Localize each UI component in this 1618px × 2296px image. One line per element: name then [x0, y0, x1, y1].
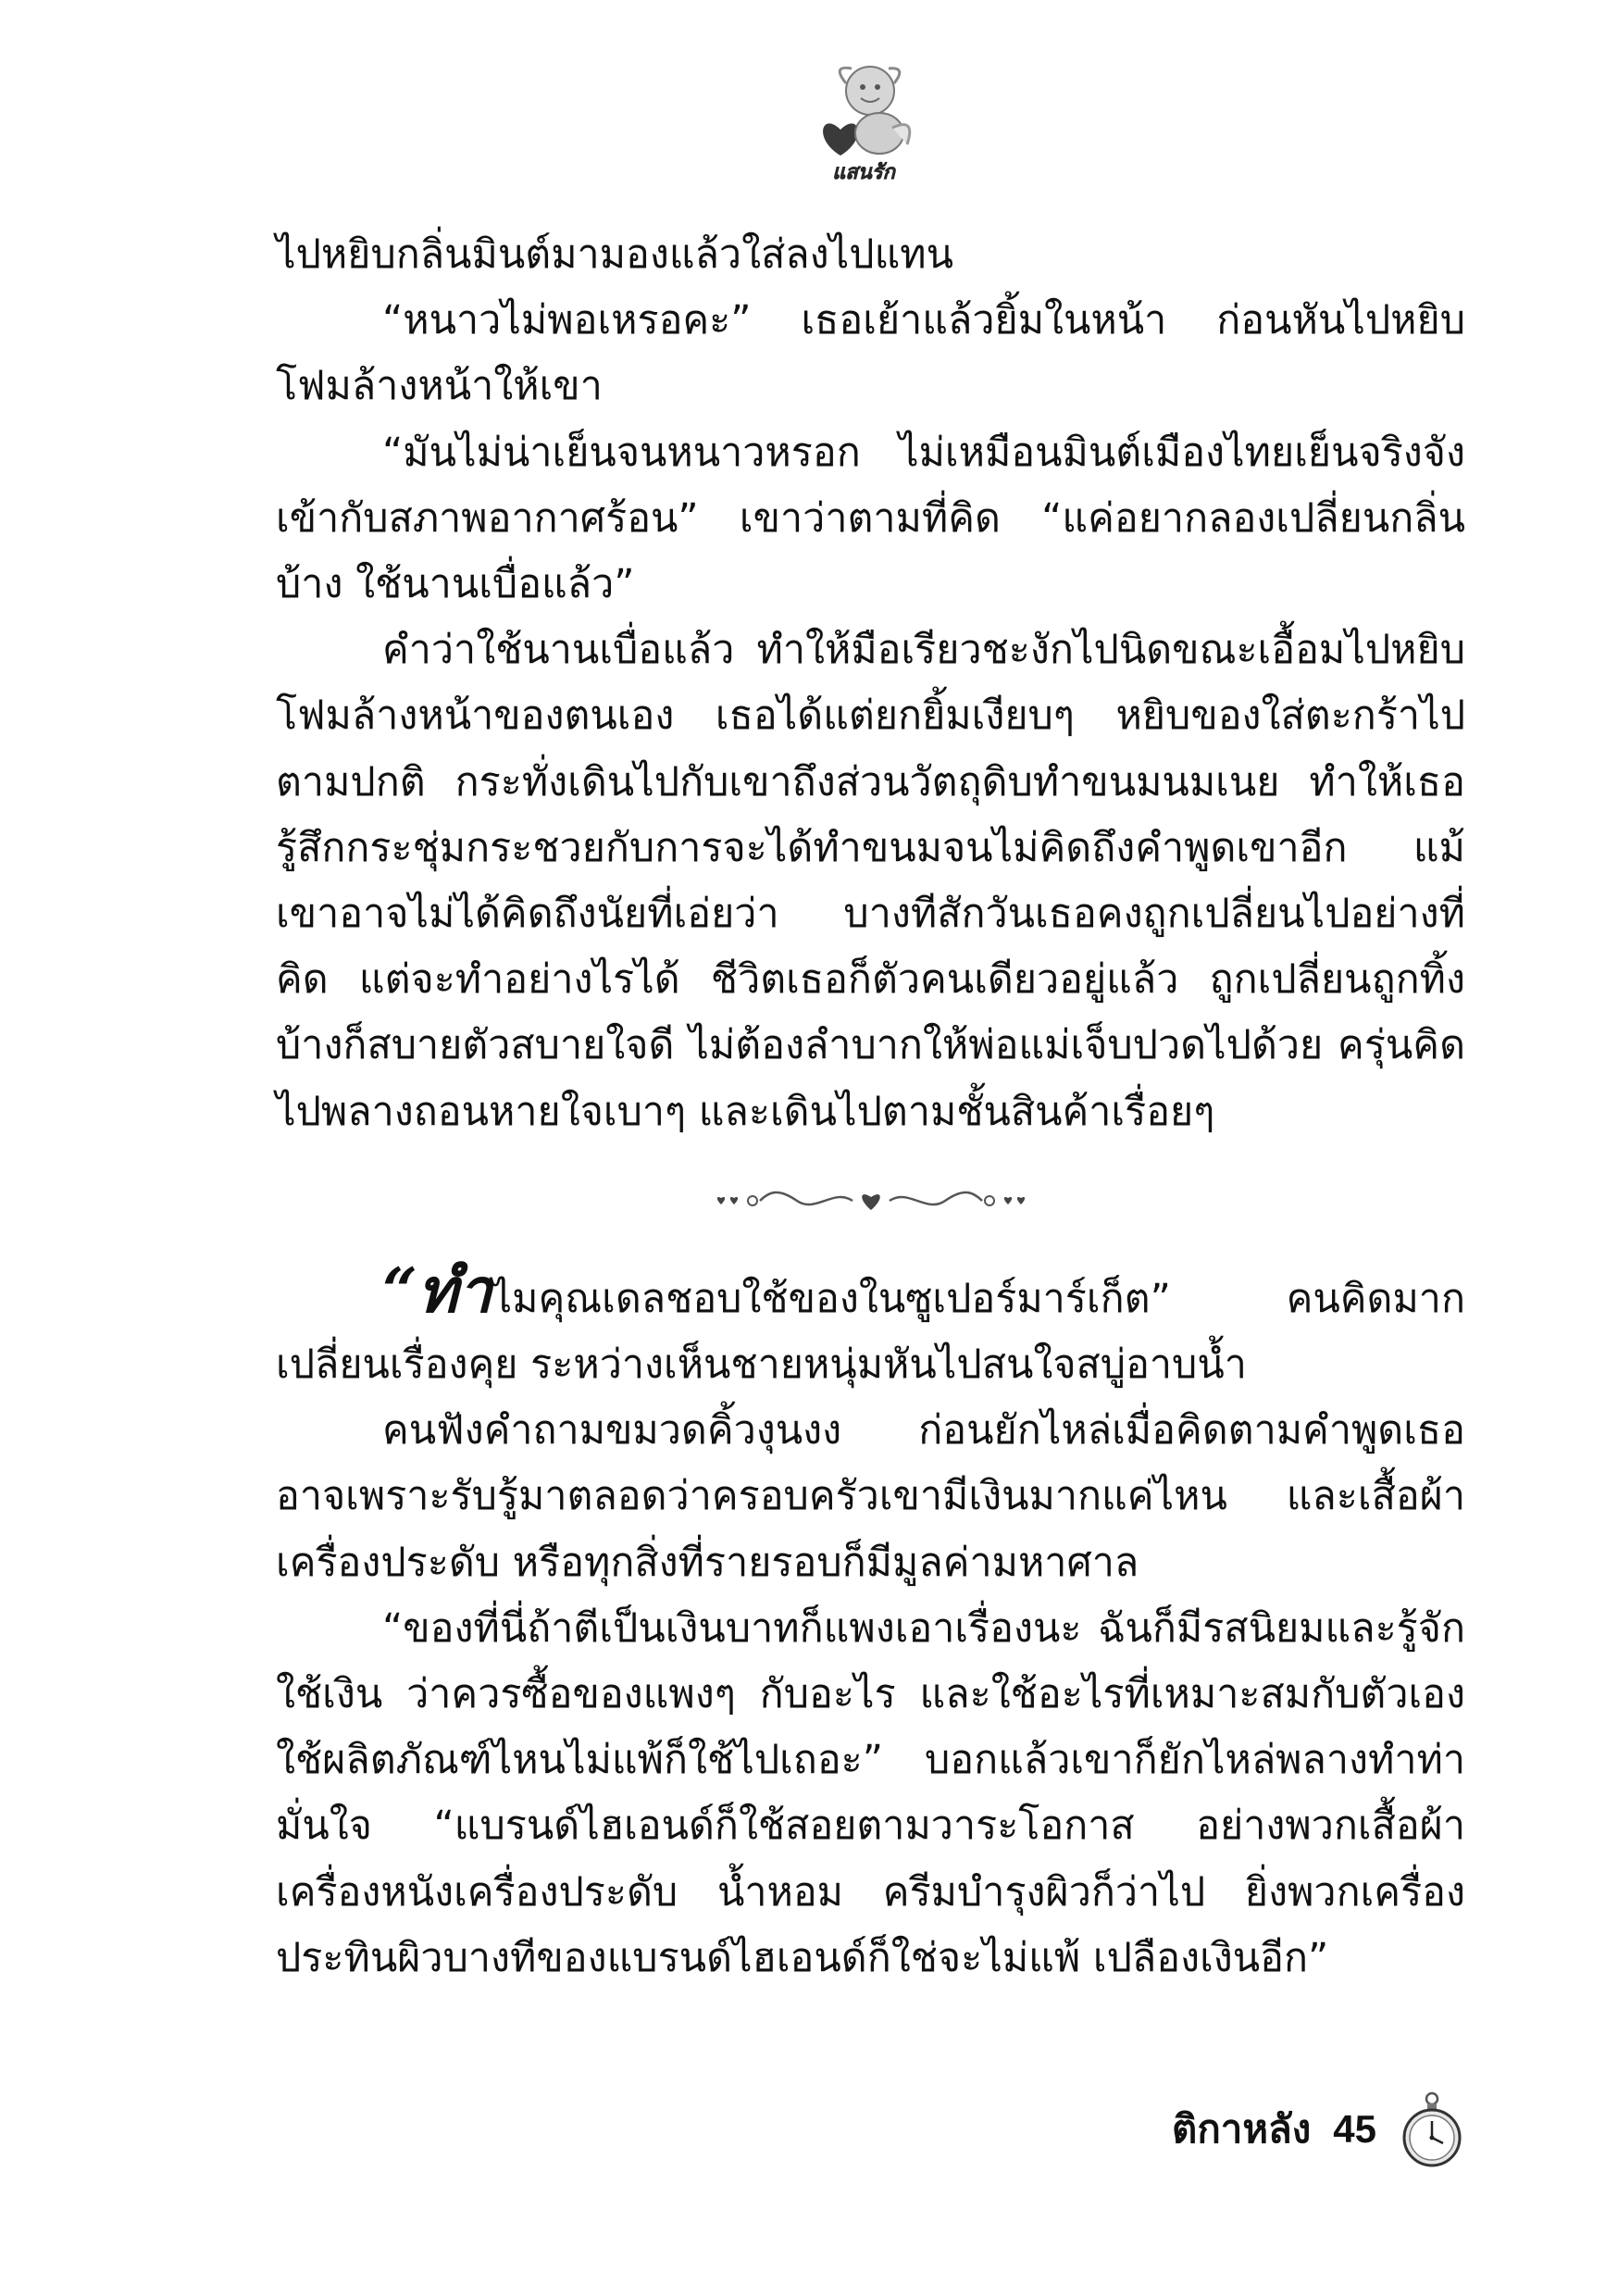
page-number: 45 — [1333, 2107, 1376, 2151]
logo-wordmark: แสนรัก — [832, 161, 895, 184]
paragraph: คำว่าใช้นานเบื่อแล้ว ทำให้มือเรียวชะงักไปนิดขณะเอื้อมไปหยิบโฟมล้างหน้าของตนเอง เธอได้แต่ยกยิ้มเงียบๆ หยิบของใส่ตะกร้าไปตามปกติ กระทั่งเดินไปกับเขาถึงส่วนวัตถุดิบทำขนมนมเนย ทำให้เธอรู้สึกกระชุ่มกระชวยกับการจะได้ทำขนมจนไม่คิดถึงคำพูดเขาอีก แม้เขาอาจไม่ได้คิดถึงนัยที่เอ่ยว่า บางทีสักวันเธอคงถูกเปลี่ยนไปอย่างที่คิด แต่จะทำอย่างไรได้ ชีวิตเธอก็ตัวคนเดียวอยู่แล้ว ถูกเปลี่ยนถูกทิ้งบ้างก็สบายตัวสบายใจดี ไม่ต้องลำบากให้พ่อแม่เจ็บปวดไปด้วย ครุ่นคิดไปพลางถอนหายใจเบาๆ และเดินไปตามชั้นสินค้าเรื่อยๆ — [276, 627, 1465, 1135]
paragraph: “หนาวไม่พอเหรอคะ” เธอเย้าแล้วยิ้มในหน้า ก่อนหันไปหยิบโฟมล้างหน้าให้เขา — [276, 297, 1465, 410]
paragraph: ไปหยิบกลิ่นมินต์มามองแล้วใส่ลงไปแทน — [276, 231, 954, 278]
drop-cap: “ทำ — [382, 1254, 492, 1327]
publisher-logo — [803, 56, 924, 184]
page-footer — [1172, 2088, 1465, 2171]
paragraph: คนฟังคำถามขมวดคิ้วงุนงง ก่อนยักไหล่เมื่อคิดตามคำพูดเธอ อาจเพราะรับรู้มาตลอดว่าครอบครัวเขามีเงินมากแค่ไหน และเสื้อผ้าเครื่องประดับ หรือทุกสิ่งที่รายรอบก็มีมูลค่ามหาศาล — [276, 1407, 1465, 1586]
body-text — [276, 222, 1465, 1991]
running-title: ติกาหลัง — [1172, 2106, 1312, 2152]
lead-text: ไมคุณเดลชอบใช้ของในซูเปอร์มาร์เก็ต” คนคิดมากเปลี่ยนเรื่องคุย ระหว่างเห็นชายหนุ่มหันไปสนใจสบู่อาบน้ำ — [276, 1275, 1465, 1389]
paragraph — [276, 1254, 1465, 1398]
paragraph: “ของที่นี่ถ้าตีเป็นเงินบาทก็แพงเอาเรื่องนะ ฉันก็มีรสนิยมและรู้จักใช้เงิน ว่าควรซื้อของแพงๆ กับอะไร และใช้อะไรที่เหมาะสมกับตัวเอง ใช้ผลิตภัณฑ์ไหนไม่แพ้ก็ใช้ไปเถอะ” บอกแล้วเขาก็ยักไหล่พลางทำท่ามั่นใจ “แบรนด์ไฮเอนด์ก็ใช้สอยตามวาระโอกาส อย่างพวกเสื้อผ้า เครื่องหนังเครื่องประดับ น้ำหอม ครีมบำรุงผิวก็ว่าไป ยิ่งพวกเครื่องประทินผิวบางทีของแบรนด์ไฮเอนด์ก็ใช่จะไม่แพ้ เปลืองเงินอีก” — [276, 1604, 1465, 1981]
ornamental-heart-divider-icon — [695, 1182, 1047, 1219]
paragraph: “มันไม่น่าเย็นจนหนาวหรอก ไม่เหมือนมินต์เมืองไทยเย็นจริงจังเข้ากับสภาพอากาศร้อน” เขาว่าตามที่คิด “แค่อยากลองเปลี่ยนกลิ่นบ้าง ใช้นานเบื่อแล้ว” — [276, 429, 1465, 608]
section-divider — [276, 1145, 1465, 1256]
pocket-watch-icon — [1399, 2091, 1465, 2167]
